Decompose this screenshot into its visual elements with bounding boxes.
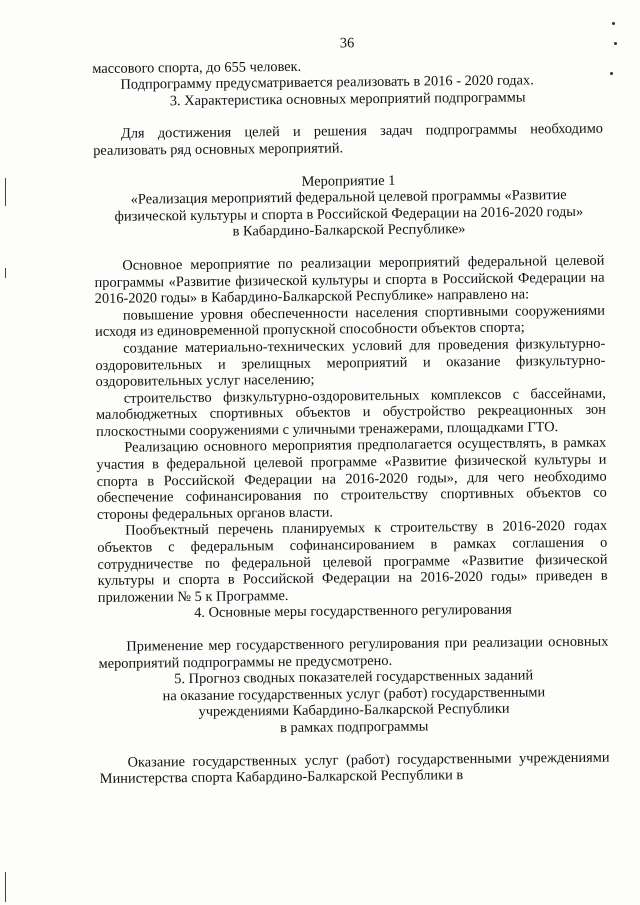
- activity-1-list-item: повышение уровня обеспеченности населения спортивными сооружениями исходя из единовременной пропускной способности объектов спорта;: [94, 302, 605, 341]
- activity-1-paragraph-2: Реализацию основного мероприятия предполагается осуществлять, в рамках участия в федеральной целевой программе «Развитие физической культуры и спорта в Российской Федерации на 2016-2020 годы», для чего необходимо обеспечение софинансирования по строительству спортивных объектов со стороны федеральных органов власти.: [96, 435, 607, 523]
- scan-margin-mark: [5, 268, 6, 278]
- activity-1-paragraph-1: Основное мероприятие по реализации мероприятий федеральной целевой программы «Развитие физической культуры и спорта в Российской Федерации на 2016-2020 годы» в Кабардино-Балкарской Республике» направлено на:: [94, 252, 605, 308]
- section-5-heading-line: на оказание государственных услуг (работ) государственными: [162, 684, 546, 705]
- activity-1-list-item: создание материально-технических условий для проведения физкультурно-оздоровительных и зрелищных мероприятий и оказание физкультурно-оздоровительных услуг населению;: [95, 335, 606, 391]
- intro-line-1: массового спорта, до 655 человек.: [92, 58, 302, 77]
- activity-1-list-item: строительство физкультурно-оздоровительных комплексов с бассейнами, малобюджетных спортивных объектов и обустройство рекреационных зон плоскостными сооружениями с уличными тренажерами, площадками ГТО.: [95, 385, 607, 440]
- scan-margin-mark: [5, 178, 6, 206]
- section-5-heading-line: учреждениями Кабардино-Балкарской Республики: [198, 701, 510, 721]
- section-5-heading-line: в рамках подпрограммы: [279, 718, 429, 737]
- section-4-paragraph: Применение мер государственного регулирования при реализации основных мероприятий подпрограммы не предусмотрено.: [98, 633, 609, 672]
- scan-speck: [612, 22, 615, 25]
- activity-1-name-line: в Кабардино-Балкарской Республике»: [232, 221, 466, 240]
- intro-line-2: Подпрограмму предусматривается реализовать в 2016 - 2020 годах.: [120, 72, 534, 93]
- section-3-paragraph: Для достижения целей и решения задач подпрограммы необходимо реализовать ряд основных мероприятий.: [93, 121, 604, 159]
- activity-1-name-line: физической культуры и спорта в Российской Федерации на 2016-2020 годы»: [114, 203, 584, 225]
- section-5-paragraph: Оказание государственных услуг (работ) государственными учреждениями Министерства спорта Кабардино-Балкарской Республики в: [99, 749, 610, 788]
- section-3-heading: 3. Характеристика основных мероприятий подпрограммы: [169, 89, 526, 109]
- section-4-heading: 4. Основные меры государственного регулирования: [194, 602, 512, 622]
- activity-1-name-line: «Реализация мероприятий федеральной целевой программы «Развитие: [130, 187, 567, 208]
- section-5-heading-line: 5. Прогноз сводных показателей государственных заданий: [174, 667, 534, 688]
- scan-margin-mark: [5, 872, 6, 902]
- activity-1-title: Мероприятие 1: [301, 172, 396, 190]
- scan-speck: [610, 72, 613, 75]
- activity-1-paragraph-3: Пообъектный перечень планируемых к строительству в 2016-2020 годах объектов с федеральным софинансированием в рамках соглашения о сотрудничестве по федеральной целевой программе «Развитие физической культуры и спорта в Российской Федерации на 2016-2020 годы» приведен в приложении № 5 к Программе.: [97, 518, 608, 606]
- page-number: 36: [339, 35, 355, 52]
- scan-speck: [614, 42, 617, 45]
- document-page: [92, 33, 610, 788]
